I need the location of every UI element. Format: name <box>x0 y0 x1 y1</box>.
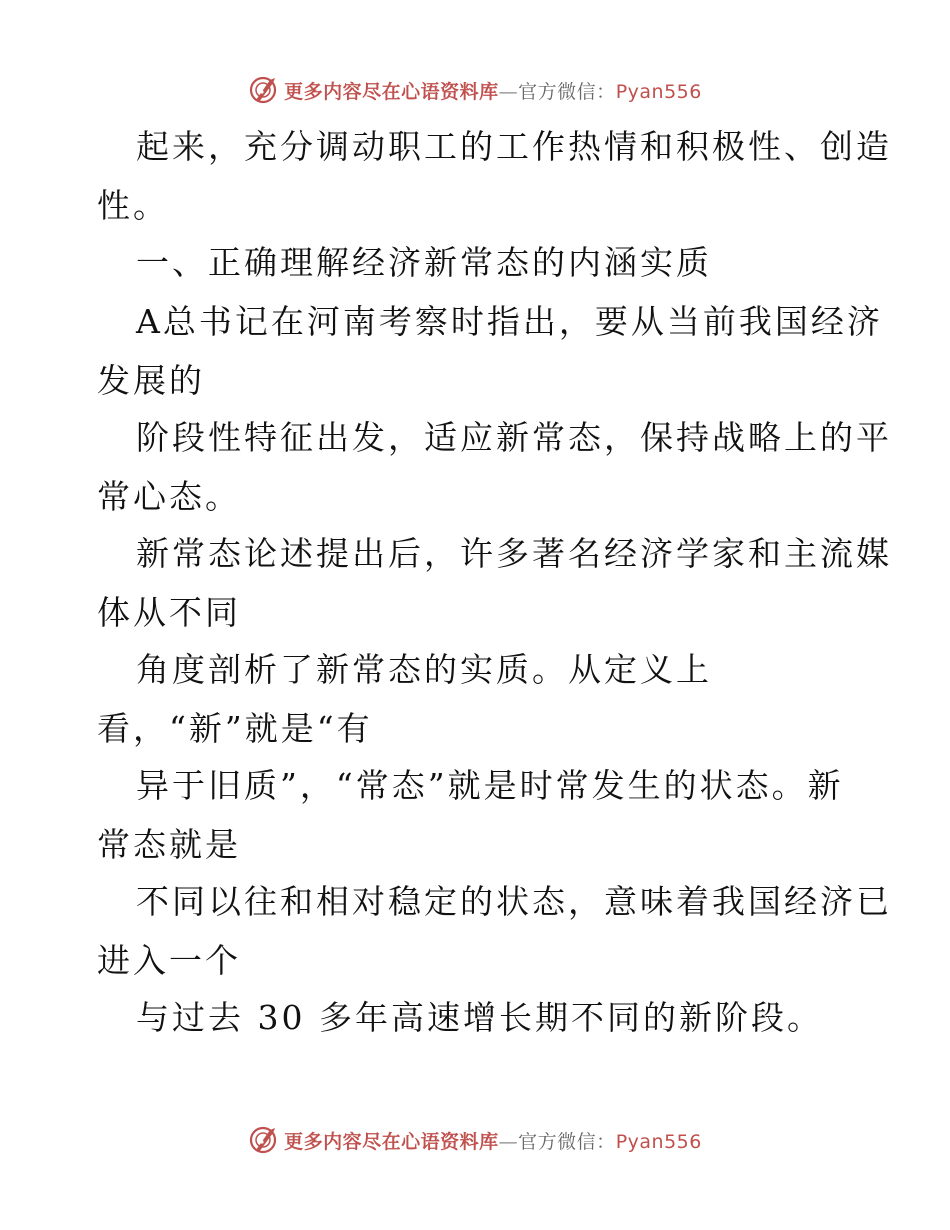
banner-label: 官方微信： <box>518 80 616 103</box>
body-line: 异于旧质”，“常态”就是时常发生的状态。新 <box>136 766 844 805</box>
banner-dash: — <box>498 80 519 103</box>
body-line: 阶段性特征出发，适应新常态，保持战略上的平 <box>136 418 892 457</box>
banner-dash: — <box>498 1130 519 1153</box>
body-line: 与过去 30 多年高速增长期不同的新阶段。 <box>136 998 823 1037</box>
body-line: 发展的 <box>97 361 205 400</box>
body-line: 性。 <box>97 186 169 225</box>
body-line: 体从不同 <box>97 593 241 632</box>
banner-brand: 更多内容尽在心语资料库 <box>284 1130 499 1153</box>
banner-wechat-id: Pyan556 <box>615 1130 702 1153</box>
body-line: 起来，充分调动职工的工作热情和积极性、创造 <box>136 127 892 166</box>
body-line: 角度剖析了新常态的实质。从定义上 <box>136 650 712 689</box>
body-line: 进入一个 <box>97 941 241 980</box>
body-line: 常态就是 <box>97 825 241 864</box>
body-line: 看，“新”就是“有 <box>97 709 373 748</box>
section-heading: 一、正确理解经济新常态的内涵实质 <box>136 243 712 282</box>
pen-nib-logo-icon <box>248 1124 280 1156</box>
body-line: 常心态。 <box>97 477 241 516</box>
footer-banner <box>0 1120 950 1160</box>
body-line: A总书记在河南考察时指出，要从当前我国经济 <box>136 302 883 341</box>
banner-brand: 更多内容尽在心语资料库 <box>284 80 499 103</box>
banner-wechat-id: Pyan556 <box>615 80 702 103</box>
banner-label: 官方微信： <box>518 1130 616 1153</box>
body-line: 不同以往和相对稳定的状态，意味着我国经济已 <box>136 882 892 921</box>
body-line: 新常态论述提出后，许多著名经济学家和主流媒 <box>136 534 892 573</box>
